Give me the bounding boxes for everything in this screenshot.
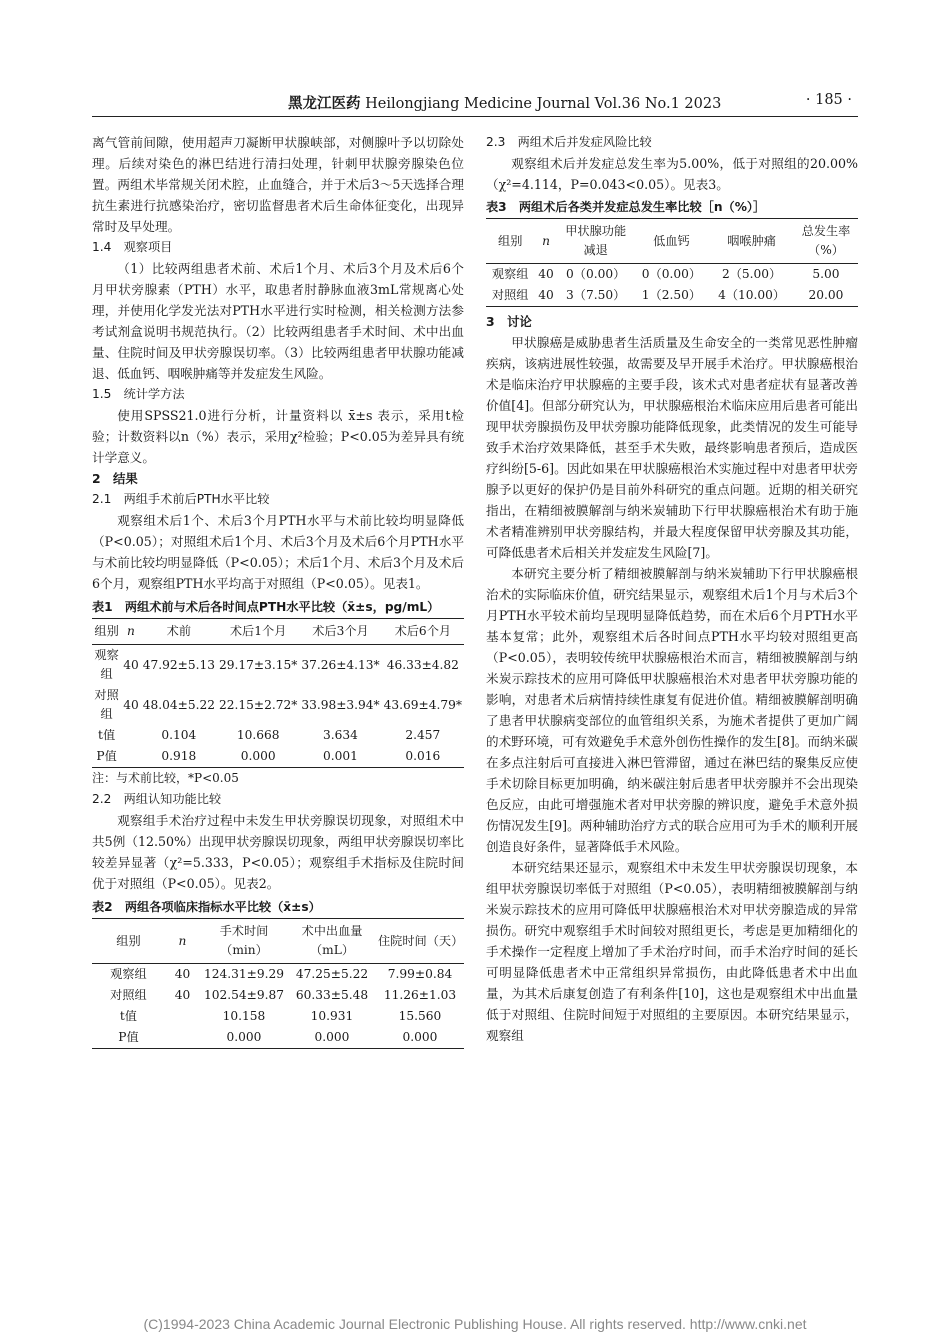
table-header: 术后1个月 (217, 619, 299, 645)
table-cell: 40 (174, 988, 191, 1002)
table-cell: 4（10.00） (709, 285, 794, 307)
section-2-2-heading: 2.2 两组认知功能比较 (92, 792, 222, 806)
table2-header-row (92, 919, 464, 964)
table-cell: 60.33±5.48 (295, 988, 369, 1002)
journal-name-en: Heilongjiang Medicine Journal Vol.36 No.1 2023 (365, 96, 722, 112)
table3 (486, 218, 858, 307)
table1-caption: 表1 两组术前与术后各时间点PTH水平比较（x̄±s，pg/mL） (92, 600, 440, 614)
section-3-heading: 3 讨论 (486, 314, 532, 329)
table-cell (121, 725, 141, 746)
discussion-paragraph-3: 本研究结果还显示，观察组术中未发生甲状旁腺误切现象，本组甲状旁腺误切率低于对照组（P<0.05），表明精细被膜解剖与纳米炭示踪技术的应用可降低甲状腺癌根治术对甲状旁腺造成的异常损伤。研究中观察组手术时间较对照组更长，考虑是更加精细化的手术操作一定程度上增加了手术治疗时间，而手术治疗时间的延长可明显降低患者术中正常组织异常损伤，由此降低患者术中出血量，为其术后康复创造了有利条件[10]，这也是观察组术中出血量低于对照组、住院时间短于对照组的主要原因。本研究结果显示，观察组 (486, 860, 858, 1043)
table-cell: 0.000 (200, 1027, 288, 1049)
journal-title (288, 92, 721, 113)
table-cell: 124.31±9.29 (204, 967, 284, 981)
right-column (486, 132, 858, 1046)
discussion-paragraph-1: 甲状腺癌是威胁患者生活质量及生命安全的一类常见恶性肿瘤疾病，该病进展性较强，故需要及早开展手术治疗。甲状腺癌根治术是临床治疗甲状腺癌的主要手段，该术式对患者症状有显著改善价值[4]。但部分研究认为，甲状腺癌根治术临床应用后患者可能出现甲状旁腺损伤及甲状旁腺功能降低现象，此类情况的发生可能导致手术治疗效果降低，甚至手术失败，最终影响患者预后，造成医疗纠纷[5-6]。因此如果在甲状腺癌根治术实施过程中对患者甲状旁腺予以更好的保护仍是目前外科研究的重点问题。近期的相关研究指出，在精细被膜解剖与纳米炭辅助下行甲状腺癌根治术有助于施术者精准辨别甲状旁腺结构，并最大程度保留甲状旁腺及其功能，可降低患者术后相关并发症发生风险[7]。 (486, 335, 858, 560)
table-row (92, 746, 464, 768)
table-cell: 48.04±5.22 (142, 697, 215, 712)
table-header: 组别 (486, 219, 534, 264)
table-header: 甲状腺功能减退 (558, 219, 634, 264)
table-cell: 11.26±1.03 (383, 988, 457, 1002)
table1 (92, 618, 464, 768)
table-cell: 15.560 (398, 1009, 442, 1023)
table-row (486, 285, 858, 307)
table-cell: t值 (119, 1009, 137, 1023)
table-header: n (165, 919, 200, 964)
table-cell: 3.634 (323, 728, 358, 742)
section-2-heading: 2 结果 (92, 471, 138, 486)
table-header: 低血钙 (634, 219, 710, 264)
table-cell: 0.000 (288, 1027, 376, 1049)
table-cell: 7.99±0.84 (387, 967, 453, 981)
table-cell: 观察组 (491, 267, 529, 281)
table-row (92, 1027, 464, 1049)
table-cell: 20.00 (794, 285, 858, 307)
table-header: 住院时间（天） (376, 919, 464, 964)
section-1-5-body: 使用SPSS21.0进行分析，计量资料以 x̄±s 表示，采用t检验；计数资料以n（%）表示，采用χ²检验；P<0.05为差异具有统计学意义。 (92, 408, 464, 465)
table-cell: 0.016 (382, 746, 464, 768)
table-header: 总发生率（%） (794, 219, 858, 264)
table-cell: 对照组 (486, 285, 534, 307)
table-cell: 47.25±5.22 (295, 967, 369, 981)
table-cell: 观察组 (94, 648, 119, 681)
table-row (92, 685, 464, 725)
table-cell: 10.158 (222, 1009, 266, 1023)
section-1-5-heading: 1.5 统计学方法 (92, 387, 185, 401)
table-cell: 40 (534, 285, 557, 307)
table-cell: 0.000 (376, 1027, 464, 1049)
table-cell: 10.931 (310, 1009, 354, 1023)
table-header: 咽喉肿痛 (709, 219, 794, 264)
table-row (92, 985, 464, 1006)
table-cell: 102.54±9.87 (204, 988, 284, 1002)
page-number: · 185 · (805, 92, 852, 108)
table-cell: 对照组 (110, 988, 147, 1002)
page-header (92, 92, 858, 117)
table-row (486, 264, 858, 286)
table-cell: 0.918 (141, 746, 217, 768)
table-header: n (534, 219, 557, 264)
table-cell: 2.457 (405, 728, 441, 742)
table-cell: 对照组 (94, 688, 119, 721)
table-cell: 0（0.00） (641, 267, 702, 281)
table-header: 术前 (141, 619, 217, 645)
table-cell: 33.98±3.94* (301, 697, 380, 712)
journal-name-cn: 黑龙江医药 (288, 96, 361, 112)
copyright-footer: (C)1994-2023 China Academic Journal Electronic Publishing House. All rights reserved. http://www.cnki.net (143, 1316, 807, 1332)
table-row (92, 725, 464, 746)
table-cell: 1（2.50） (634, 285, 710, 307)
table-cell: 2（5.00） (721, 267, 782, 281)
table-row (92, 645, 464, 686)
table-cell: 40 (123, 697, 139, 712)
table-cell: 0.000 (217, 746, 299, 768)
table-cell: 43.69±4.79* (383, 697, 462, 712)
table-header: 术后6个月 (382, 619, 464, 645)
table-header: 手术时间（min） (200, 919, 288, 964)
left-column (92, 132, 464, 1049)
section-1-4-body: （1）比较两组患者术前、术后1个月、术后3个月及术后6个月甲状旁腺素（PTH）水平，取患者肘静脉血液3mL常规离心处理，并使用化学发光法对PTH水平进行实时检测，相关检测方法参考试剂盒说明书规范执行。（2）比较两组患者手术时间、术中出血量、住院时间及甲状旁腺误切率。（3）比较两组患者甲状腺功能减退、低血钙、咽喉肿痛等并发症发生风险。 (92, 261, 464, 381)
discussion-paragraph-2: 本研究主要分析了精细被膜解剖与纳米炭辅助下行甲状腺癌根治术的实际临床价值，研究结果显示，观察组术后1个月与术后3个月PTH水平较术前均呈现明显降低趋势，而在术后6个月PTH水平基本复常；此外，观察组术后各时间点PTH水平均较对照组更高（P<0.05），表明较传统甲状腺癌根治术而言，精细被膜解剖与纳米炭示踪技术的应用可降低甲状腺癌根治术对患者甲状旁腺功能的影响，对患者术后病情持续性康复有促进价值。精细被膜解剖明确了患者甲状腺病变部位的血管组织关系，为施术者提供了更加广阔的术野环境，可有效避免手术意外创伤性操作的发生[8]。而纳米碳在多点注射后可直接进入淋巴管滞留，通过在淋巴结的聚集反应使手术切除目标更加明确，纳米碳注射后患者甲状旁腺并不会出现染色反应，由此可增强施术者对甲状旁腺的辨识度，避免手术意外损伤情况发生[9]。两种辅助治疗方式的联合应用可为手术的顺利开展创造良好条件，显著降低手术风险。 (486, 566, 858, 854)
table-cell: P值 (92, 746, 121, 768)
table-cell (165, 1006, 200, 1027)
table-cell: 0.001 (299, 746, 381, 768)
section-2-3-body: 观察组术后并发症总发生率为5.00%，低于对照组的20.00%（χ²=4.114，P=0.043<0.05）。见表3。 (486, 156, 858, 192)
table-cell: 37.26±4.13* (301, 657, 380, 672)
table-cell: 0（0.00） (566, 267, 626, 281)
table-cell: 0.104 (161, 728, 197, 742)
table3-header-row (486, 219, 858, 264)
section-2-1-body: 观察组术后1个、术后3个月PTH水平与术前比较均明显降低（P<0.05）；对照组术后1个月、术后3个月及术后6个月PTH水平与术前比较均明显降低（P<0.05）；术后1个月、术后3个月及术后6个月，观察组PTH水平均高于对照组（P<0.05）。见表1。 (92, 513, 464, 591)
table-cell: 40 (538, 267, 554, 281)
section-2-1-heading: 2.1 两组手术前后PTH水平比较 (92, 492, 270, 506)
table-cell: 5.00 (812, 267, 840, 281)
table-cell: 观察组 (110, 967, 147, 981)
table-cell: 29.17±3.15* (218, 657, 298, 672)
table-row (92, 1006, 464, 1027)
table-header: 术后3个月 (299, 619, 381, 645)
table-cell: 22.15±2.72* (218, 697, 298, 712)
table-header: 术中出血量（mL） (288, 919, 376, 964)
table1-header-row (92, 619, 464, 645)
table-header: n (121, 619, 141, 645)
table-cell: 46.33±4.82 (386, 657, 459, 672)
paragraph-continued: 离气管前间隙，使用超声刀凝断甲状腺峡部，对侧腺叶予以切除处理。后续对染色的淋巴结进行清扫处理，针刺甲状腺旁腺染色位置。两组术毕常规关闭术腔，止血缝合，并于术后3～5天选择合理抗生素进行抗感染治疗，密切监督患者术后生命体征变化，出现异常时及早处理。 (92, 135, 464, 234)
table-cell (165, 1027, 200, 1049)
table2-caption: 表2 两组各项临床指标水平比较（x̄±s） (92, 900, 321, 914)
table-header: 组别 (92, 619, 121, 645)
table2 (92, 918, 464, 1049)
table-cell (121, 746, 141, 768)
table-cell: 40 (174, 967, 191, 981)
table-header: 组别 (92, 919, 165, 964)
section-2-3-heading: 2.3 两组术后并发症风险比较 (486, 135, 652, 149)
table-cell: t值 (98, 728, 116, 742)
table-row (92, 964, 464, 986)
section-2-2-body: 观察组手术治疗过程中未发生甲状旁腺误切现象，对照组术中共5例（12.50%）出现甲状旁腺误切现象，两组甲状旁腺误切率比较差异显著（χ²=5.333，P<0.05）；观察组手术指标及住院时间优于对照组（P<0.05）。见表2。 (92, 813, 464, 891)
table-cell: 3（7.50） (558, 285, 634, 307)
table-cell: 40 (123, 657, 139, 672)
table-cell: P值 (92, 1027, 165, 1049)
table-cell: 10.668 (236, 728, 280, 742)
section-1-4-heading: 1.4 观察项目 (92, 240, 173, 254)
table3-caption: 表3 两组术后各类并发症总发生率比较［n（%）］ (486, 200, 766, 214)
table1-note: 注：与术前比较，*P<0.05 (92, 771, 239, 785)
table-cell: 47.92±5.13 (142, 657, 215, 672)
